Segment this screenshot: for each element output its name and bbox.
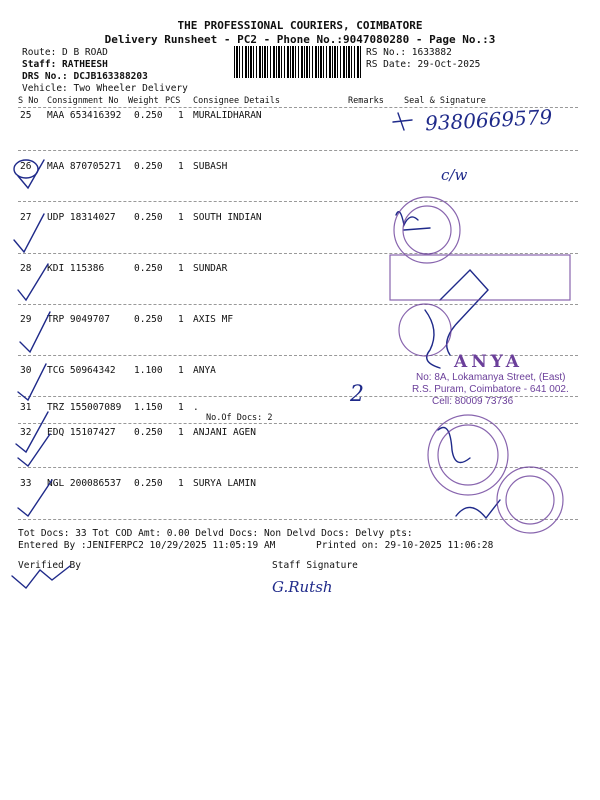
row-consignment: MAA 653416392	[47, 110, 122, 121]
row-sno: 27	[20, 212, 32, 223]
row-sno: 33	[20, 478, 32, 489]
row-note: No.Of Docs: 2	[206, 413, 273, 423]
row-weight: 0.250	[134, 110, 163, 121]
entered-by: Entered By :JENIFERPC2 10/29/2025 11:05:19 AM	[18, 540, 276, 551]
row-consignee: MURALIDHARAN	[193, 110, 262, 121]
row-consignment: TRP 9049707	[47, 314, 110, 325]
row-sno: 30	[20, 365, 32, 376]
row-sno: 28	[20, 263, 32, 274]
row-pcs: 1	[178, 161, 184, 172]
row-consignment: UDP 18314027	[47, 212, 116, 223]
row-consignee: SUNDAR	[193, 263, 228, 274]
row-consignment: EDQ 15107427	[47, 427, 116, 438]
row-weight: 0.250	[134, 212, 163, 223]
row-consignee: SUBASH	[193, 161, 228, 172]
row-consignment: TCG 50964342	[47, 365, 116, 376]
col-sno: S No	[18, 96, 39, 106]
company-title: THE PROFESSIONAL COURIERS, COIMBATORE	[177, 19, 423, 32]
vehicle-text: Vehicle: Two Wheeler Delivery	[22, 83, 188, 94]
row-consignee: SURYA LAMIN	[193, 478, 256, 489]
drs-text: DRS No.: DCJB163388203	[22, 71, 148, 82]
anya-stamp-name: ANYA	[454, 352, 523, 372]
row-pcs: 1	[178, 478, 184, 489]
stamp-circle	[399, 304, 451, 356]
anya-stamp-address2: R.S. Puram, Coimbatore - 641 002.	[412, 384, 569, 395]
row-sno: 31	[20, 402, 32, 413]
staff-signature-label: Staff Signature	[272, 560, 358, 571]
col-seal: Seal & Signature	[404, 96, 486, 106]
row-sno: 25	[20, 110, 32, 121]
rs-no: RS No.: 1633882	[366, 47, 452, 58]
col-consignee: Consignee Details	[193, 96, 280, 106]
handwritten-phone: 9380669579	[424, 104, 553, 136]
staff-handwritten-signature: G.Rutsh	[272, 578, 333, 596]
row-weight: 1.150	[134, 402, 163, 413]
row-weight: 1.100	[134, 365, 163, 376]
handwritten-2: 2	[350, 382, 364, 407]
row-consignee: SOUTH INDIAN	[193, 212, 262, 223]
row-consignee: ANYA	[193, 365, 216, 376]
row-weight: 0.250	[134, 161, 163, 172]
printed-on: Printed on: 29-10-2025 11:06:28	[316, 540, 494, 551]
row-consignment: MAA 870705271	[47, 161, 122, 172]
row-pcs: 1	[178, 427, 184, 438]
row-consignment: KDI 115386	[47, 263, 105, 274]
row-weight: 0.250	[134, 427, 163, 438]
row-sno: 26	[20, 161, 32, 172]
rs-date: RS Date: 29-Oct-2025	[366, 59, 481, 70]
anya-stamp-phone: Cell: 80009 73736	[432, 396, 514, 407]
runsheet-subtitle: Delivery Runsheet - PC2 - Phone No.:9047080280 - Page No.:3	[104, 33, 496, 46]
row-pcs: 1	[178, 212, 184, 223]
anya-stamp-address1: No: 8A, Lokamanya Street, (East)	[416, 372, 566, 383]
row-consignee: ANJANI AGEN	[193, 427, 256, 438]
totals-line: Tot Docs: 33 Tot COD Amt: 0.00 Delvd Docs: Non Delvd Docs: Delvy pts:	[18, 528, 413, 539]
row-pcs: 1	[178, 263, 184, 274]
verified-by-label: Verified By	[18, 560, 81, 571]
row-pcs: 1	[178, 110, 184, 121]
row-weight: 0.250	[134, 478, 163, 489]
col-consignment: Consignment No	[47, 96, 119, 106]
stamp-circle	[497, 467, 563, 533]
row-sno: 32	[20, 427, 32, 438]
row-consignee: AXIS MF	[193, 314, 234, 325]
stamp-circle	[428, 415, 508, 495]
row-pcs: 1	[178, 402, 184, 413]
row-weight: 0.250	[134, 263, 163, 274]
col-weight: Weight	[128, 96, 159, 106]
row-consignment: TRZ 155007089	[47, 402, 122, 413]
row-consignment: NGL 200086537	[47, 478, 122, 489]
staff-text: Staff: RATHEESH	[22, 59, 108, 70]
row-weight: 0.250	[134, 314, 163, 325]
stamp-circle	[394, 197, 460, 263]
col-remarks: Remarks	[348, 96, 384, 106]
handwritten-cw: c/w	[441, 166, 468, 184]
row-pcs: 1	[178, 365, 184, 376]
row-consignee: .	[193, 402, 199, 413]
row-pcs: 1	[178, 314, 184, 325]
row-sno: 29	[20, 314, 32, 325]
col-pcs: PCS	[165, 96, 181, 106]
route-text: Route: D B ROAD	[22, 47, 108, 58]
